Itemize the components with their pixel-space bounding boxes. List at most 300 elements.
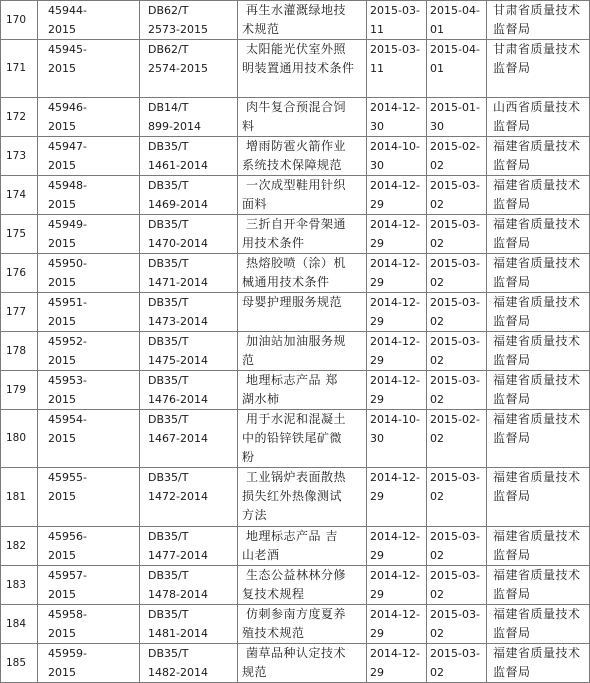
standard-name-cell xyxy=(238,605,367,644)
issuing-org-line: 福建省质量技术 xyxy=(493,256,581,270)
issuing-org-line: 监督局 xyxy=(493,626,531,640)
standard-code-cell xyxy=(140,98,238,137)
standard-code-cell xyxy=(140,605,238,644)
issuing-org-line: 监督局 xyxy=(493,275,531,289)
standard-code-line: DB35/T xyxy=(148,530,189,543)
record-id-line: 2015 xyxy=(48,354,76,367)
effective-date-line: 02 xyxy=(430,627,444,640)
publish-date-line: 2014-12- xyxy=(370,218,420,231)
effective-date-line: 02 xyxy=(430,315,444,328)
standard-name-cell xyxy=(238,215,367,254)
record-id-cell xyxy=(38,527,140,566)
effective-date-line: 2015-03- xyxy=(430,179,480,192)
issuing-org-line: 福建省质量技术 xyxy=(493,529,581,543)
standard-name-line: 增雨防雹火箭作业 xyxy=(246,139,347,153)
publish-date-cell xyxy=(367,98,427,137)
table-row xyxy=(1,1,590,40)
issuing-org-cell xyxy=(487,605,590,644)
standard-name-line: 用技术条件 xyxy=(242,236,305,250)
issuing-org-line: 甘肃省质量技术 xyxy=(493,3,581,17)
publish-date-cell xyxy=(367,332,427,371)
record-id-line: 45952- xyxy=(48,335,87,348)
effective-date-cell xyxy=(427,605,487,644)
standard-name-line: 仿刺参南方度夏养 xyxy=(246,607,347,621)
standard-code-cell xyxy=(140,215,238,254)
record-id-line: 45957- xyxy=(48,569,87,582)
effective-date-cell xyxy=(427,254,487,293)
record-id-line: 2015 xyxy=(48,237,76,250)
issuing-org-line: 福建省质量技术 xyxy=(493,334,581,348)
record-id-line: 45955- xyxy=(48,471,87,484)
effective-date-line: 02 xyxy=(430,549,444,562)
publish-date-cell xyxy=(367,410,427,468)
issuing-org-line: 甘肃省质量技术 xyxy=(493,42,581,56)
record-id-line: 45948- xyxy=(48,179,87,192)
standard-name-line: 规范 xyxy=(242,665,268,679)
effective-date-line: 02 xyxy=(430,490,444,503)
effective-date-cell xyxy=(427,410,487,468)
publish-date-line: 2014-10- xyxy=(370,140,420,153)
standard-name-cell xyxy=(238,40,367,98)
record-id-cell xyxy=(38,254,140,293)
record-id-cell xyxy=(38,468,140,527)
table-row xyxy=(1,605,590,644)
standard-name-cell xyxy=(238,527,367,566)
standard-code-cell xyxy=(140,254,238,293)
publish-date-cell xyxy=(367,215,427,254)
seq-cell: 182 xyxy=(1,527,38,566)
record-id-cell xyxy=(38,1,140,40)
effective-date-line: 2015-03- xyxy=(430,569,480,582)
publish-date-line: 29 xyxy=(370,490,384,503)
publish-date-line: 29 xyxy=(370,276,384,289)
publish-date-cell xyxy=(367,137,427,176)
standard-name-line: 明装置通用技术条件 xyxy=(242,61,355,75)
issuing-org-line: 监督局 xyxy=(493,665,531,679)
record-id-cell xyxy=(38,137,140,176)
standard-code-line: DB35/T xyxy=(148,179,189,192)
effective-date-line: 02 xyxy=(430,393,444,406)
standard-code-line: 2574-2015 xyxy=(148,62,208,75)
standard-code-line: DB35/T xyxy=(148,296,189,309)
issuing-org-line: 福建省质量技术 xyxy=(493,607,581,621)
effective-date-line: 2015-03- xyxy=(430,257,480,270)
effective-date-line: 2015-03- xyxy=(430,218,480,231)
publish-date-line: 29 xyxy=(370,549,384,562)
record-id-cell xyxy=(38,371,140,410)
standard-code-cell xyxy=(140,40,238,98)
standard-code-cell xyxy=(140,644,238,683)
issuing-org-line: 监督局 xyxy=(493,353,531,367)
seq-cell: 173 xyxy=(1,137,38,176)
publish-date-line: 2014-12- xyxy=(370,335,420,348)
effective-date-cell xyxy=(427,332,487,371)
standard-code-line: 1478-2014 xyxy=(148,588,208,601)
publish-date-line: 2014-12- xyxy=(370,530,420,543)
record-id-line: 2015 xyxy=(48,627,76,640)
standard-name-line: 山老酒 xyxy=(242,548,280,562)
issuing-org-cell xyxy=(487,176,590,215)
seq-cell: 174 xyxy=(1,176,38,215)
standard-name-cell xyxy=(238,98,367,137)
publish-date-line: 29 xyxy=(370,666,384,679)
seq-cell: 177 xyxy=(1,293,38,332)
record-id-line: 45959- xyxy=(48,647,87,660)
standard-name-line: 肉牛复合预混合饲 xyxy=(246,100,347,114)
record-id-cell xyxy=(38,605,140,644)
standard-name-line: 械通用技术条件 xyxy=(242,275,330,289)
standard-name-line: 菌草品种认定技术 xyxy=(246,646,347,660)
record-id-line: 2015 xyxy=(48,276,76,289)
standard-code-line: 1461-2014 xyxy=(148,159,208,172)
effective-date-line: 01 xyxy=(430,23,444,36)
publish-date-cell xyxy=(367,605,427,644)
effective-date-line: 02 xyxy=(430,354,444,367)
standard-name-line: 殖技术规范 xyxy=(242,626,305,640)
effective-date-line: 01 xyxy=(430,62,444,75)
record-id-line: 45946- xyxy=(48,101,87,114)
standard-name-line: 生态公益林林分修 xyxy=(246,568,347,582)
record-id-cell xyxy=(38,410,140,468)
standard-code-line: DB35/T xyxy=(148,257,189,270)
table-row xyxy=(1,137,590,176)
seq-cell: 175 xyxy=(1,215,38,254)
effective-date-line: 2015-03- xyxy=(430,335,480,348)
standard-name-line: 湖水柿 xyxy=(242,392,280,406)
effective-date-line: 2015-04- xyxy=(430,4,480,17)
publish-date-line: 29 xyxy=(370,198,384,211)
publish-date-line: 30 xyxy=(370,432,384,445)
publish-date-line: 2014-12- xyxy=(370,374,420,387)
publish-date-cell xyxy=(367,254,427,293)
standard-code-line: DB35/T xyxy=(148,218,189,231)
publish-date-line: 30 xyxy=(370,120,384,133)
publish-date-line: 11 xyxy=(370,62,384,75)
standard-name-line: 复技术规程 xyxy=(242,587,305,601)
issuing-org-cell xyxy=(487,371,590,410)
issuing-org-cell xyxy=(487,40,590,98)
publish-date-cell xyxy=(367,176,427,215)
publish-date-line: 2014-10- xyxy=(370,413,420,426)
record-id-line: 45949- xyxy=(48,218,87,231)
seq-cell: 185 xyxy=(1,644,38,683)
publish-date-line: 2014-12- xyxy=(370,569,420,582)
standard-code-line: 1470-2014 xyxy=(148,237,208,250)
issuing-org-cell xyxy=(487,468,590,527)
standard-name-line: 方法 xyxy=(242,508,268,522)
record-id-line: 2015 xyxy=(48,198,76,211)
standard-name-line: 术规范 xyxy=(242,22,280,36)
effective-date-line: 2015-03- xyxy=(430,296,480,309)
issuing-org-line: 监督局 xyxy=(493,431,531,445)
publish-date-line: 2014-12- xyxy=(370,179,420,192)
standard-code-cell xyxy=(140,293,238,332)
standard-code-cell xyxy=(140,371,238,410)
issuing-org-cell xyxy=(487,98,590,137)
effective-date-line: 02 xyxy=(430,159,444,172)
issuing-org-cell xyxy=(487,644,590,683)
standard-code-cell xyxy=(140,566,238,605)
standard-code-line: 1473-2014 xyxy=(148,315,208,328)
record-id-line: 2015 xyxy=(48,62,76,75)
standard-name-line: 加油站加油服务规 xyxy=(246,334,347,348)
standard-name-line: 地理标志产品 吉 xyxy=(246,529,338,543)
issuing-org-line: 监督局 xyxy=(493,236,531,250)
standard-code-cell xyxy=(140,410,238,468)
standard-name-cell xyxy=(238,1,367,40)
standard-name-cell xyxy=(238,254,367,293)
publish-date-line: 2015-03- xyxy=(370,4,420,17)
standard-code-line: 1471-2014 xyxy=(148,276,208,289)
effective-date-cell xyxy=(427,566,487,605)
publish-date-cell xyxy=(367,566,427,605)
standard-code-line: DB62/T xyxy=(148,4,189,17)
effective-date-cell xyxy=(427,468,487,527)
publish-date-cell xyxy=(367,644,427,683)
record-id-line: 45954- xyxy=(48,413,87,426)
effective-date-cell xyxy=(427,527,487,566)
issuing-org-line: 福建省质量技术 xyxy=(493,412,581,426)
record-id-line: 2015 xyxy=(48,393,76,406)
issuing-org-cell xyxy=(487,527,590,566)
publish-date-line: 29 xyxy=(370,237,384,250)
standard-code-cell xyxy=(140,332,238,371)
issuing-org-cell xyxy=(487,215,590,254)
effective-date-line: 02 xyxy=(430,198,444,211)
table-row xyxy=(1,40,590,98)
record-id-line: 45951- xyxy=(48,296,87,309)
table-row xyxy=(1,644,590,683)
record-id-line: 45956- xyxy=(48,530,87,543)
table-row xyxy=(1,254,590,293)
standard-name-cell xyxy=(238,332,367,371)
standard-name-line: 三折自开伞骨架通 xyxy=(246,217,347,231)
seq-cell: 178 xyxy=(1,332,38,371)
publish-date-cell xyxy=(367,293,427,332)
publish-date-cell xyxy=(367,40,427,98)
effective-date-line: 02 xyxy=(430,432,444,445)
issuing-org-line: 监督局 xyxy=(493,119,531,133)
standard-name-line: 范 xyxy=(242,353,255,367)
issuing-org-line: 福建省质量技术 xyxy=(493,646,581,660)
record-id-cell xyxy=(38,176,140,215)
record-id-line: 2015 xyxy=(48,588,76,601)
standard-code-line: 1469-2014 xyxy=(148,198,208,211)
standard-name-line: 太阳能光伏室外照 xyxy=(246,42,347,56)
record-id-line: 45958- xyxy=(48,608,87,621)
standard-code-line: DB35/T xyxy=(148,140,189,153)
standard-code-line: DB35/T xyxy=(148,413,189,426)
issuing-org-cell xyxy=(487,293,590,332)
effective-date-cell xyxy=(427,40,487,98)
publish-date-cell xyxy=(367,1,427,40)
effective-date-cell xyxy=(427,293,487,332)
table-row xyxy=(1,371,590,410)
issuing-org-line: 福建省质量技术 xyxy=(493,295,581,309)
table-row xyxy=(1,410,590,468)
standard-code-line: DB35/T xyxy=(148,471,189,484)
publish-date-line: 2014-12- xyxy=(370,647,420,660)
record-id-cell xyxy=(38,293,140,332)
standard-name-line: 料 xyxy=(242,119,255,133)
effective-date-cell xyxy=(427,215,487,254)
publish-date-cell xyxy=(367,468,427,527)
standard-code-line: 2573-2015 xyxy=(148,23,208,36)
standard-code-line: DB35/T xyxy=(148,647,189,660)
record-id-line: 2015 xyxy=(48,432,76,445)
standard-code-line: DB35/T xyxy=(148,335,189,348)
standard-name-cell xyxy=(238,293,367,332)
table-row xyxy=(1,566,590,605)
standard-name-line: 面料 xyxy=(242,197,268,211)
publish-date-cell xyxy=(367,527,427,566)
seq-cell: 176 xyxy=(1,254,38,293)
issuing-org-line: 福建省质量技术 xyxy=(493,568,581,582)
table-row xyxy=(1,215,590,254)
publish-date-line: 29 xyxy=(370,354,384,367)
record-id-cell xyxy=(38,215,140,254)
standard-code-line: DB14/T xyxy=(148,101,189,114)
standard-code-line: 1476-2014 xyxy=(148,393,208,406)
effective-date-line: 2015-03- xyxy=(430,647,480,660)
effective-date-line: 2015-02- xyxy=(430,140,480,153)
table-row xyxy=(1,176,590,215)
standard-name-line: 一次成型鞋用针织 xyxy=(246,178,347,192)
record-id-line: 45945- xyxy=(48,43,87,56)
record-id-line: 2015 xyxy=(48,666,76,679)
standard-code-cell xyxy=(140,176,238,215)
issuing-org-cell xyxy=(487,1,590,40)
issuing-org-line: 监督局 xyxy=(493,489,531,503)
issuing-org-line: 监督局 xyxy=(493,158,531,172)
publish-date-line: 11 xyxy=(370,23,384,36)
issuing-org-line: 山西省质量技术 xyxy=(493,100,581,114)
publish-date-line: 29 xyxy=(370,315,384,328)
publish-date-line: 2014-12- xyxy=(370,471,420,484)
standard-name-line: 再生水灌溉绿地技 xyxy=(246,3,347,17)
record-id-line: 2015 xyxy=(48,23,76,36)
effective-date-line: 2015-03- xyxy=(430,530,480,543)
issuing-org-line: 福建省质量技术 xyxy=(493,470,581,484)
issuing-org-line: 监督局 xyxy=(493,22,531,36)
standard-name-line: 热熔胶喷（涂）机 xyxy=(246,256,347,270)
seq-cell: 172 xyxy=(1,98,38,137)
publish-date-line: 2014-12- xyxy=(370,257,420,270)
issuing-org-line: 福建省质量技术 xyxy=(493,139,581,153)
record-id-cell xyxy=(38,40,140,98)
record-id-line: 2015 xyxy=(48,120,76,133)
record-id-line: 45944- xyxy=(48,4,87,17)
table-row xyxy=(1,332,590,371)
standard-code-line: 1482-2014 xyxy=(148,666,208,679)
effective-date-cell xyxy=(427,137,487,176)
issuing-org-line: 福建省质量技术 xyxy=(493,178,581,192)
effective-date-line: 2015-01- xyxy=(430,101,480,114)
standard-name-cell xyxy=(238,176,367,215)
publish-date-line: 30 xyxy=(370,159,384,172)
record-id-cell xyxy=(38,644,140,683)
table-row xyxy=(1,98,590,137)
publish-date-cell xyxy=(367,371,427,410)
issuing-org-line: 监督局 xyxy=(493,61,531,75)
standard-name-line: 系统技术保障规范 xyxy=(242,158,343,172)
table-row xyxy=(1,468,590,527)
effective-date-line: 02 xyxy=(430,237,444,250)
standard-code-line: DB35/T xyxy=(148,374,189,387)
effective-date-cell xyxy=(427,98,487,137)
standard-name-cell xyxy=(238,410,367,468)
issuing-org-line: 监督局 xyxy=(493,197,531,211)
effective-date-line: 2015-03- xyxy=(430,608,480,621)
effective-date-cell xyxy=(427,644,487,683)
effective-date-cell xyxy=(427,176,487,215)
standard-code-line: 1481-2014 xyxy=(148,627,208,640)
standard-name-line: 地理标志产品 郑 xyxy=(246,373,338,387)
standard-name-cell xyxy=(238,644,367,683)
issuing-org-line: 福建省质量技术 xyxy=(493,217,581,231)
standard-code-line: 1477-2014 xyxy=(148,549,208,562)
effective-date-line: 02 xyxy=(430,276,444,289)
effective-date-line: 2015-03- xyxy=(430,471,480,484)
issuing-org-line: 监督局 xyxy=(493,314,531,328)
standard-name-line: 中的铅锌铁尾矿微 xyxy=(242,431,343,445)
issuing-org-cell xyxy=(487,410,590,468)
seq-cell: 171 xyxy=(1,40,38,98)
standard-code-line: 1475-2014 xyxy=(148,354,208,367)
effective-date-line: 2015-03- xyxy=(430,374,480,387)
standard-code-cell xyxy=(140,137,238,176)
seq-cell: 170 xyxy=(1,1,38,40)
effective-date-cell xyxy=(427,1,487,40)
effective-date-line: 02 xyxy=(430,666,444,679)
publish-date-line: 2014-12- xyxy=(370,296,420,309)
publish-date-line: 29 xyxy=(370,588,384,601)
issuing-org-cell xyxy=(487,566,590,605)
standard-name-cell xyxy=(238,468,367,527)
publish-date-line: 2014-12- xyxy=(370,101,420,114)
standard-code-line: 899-2014 xyxy=(148,120,201,133)
record-id-line: 45950- xyxy=(48,257,87,270)
standard-code-line: DB35/T xyxy=(148,569,189,582)
record-id-line: 45947- xyxy=(48,140,87,153)
issuing-org-cell xyxy=(487,332,590,371)
issuing-org-cell xyxy=(487,137,590,176)
standard-code-line: 1472-2014 xyxy=(148,490,208,503)
publish-date-line: 2014-12- xyxy=(370,608,420,621)
effective-date-cell xyxy=(427,371,487,410)
effective-date-line: 2015-02- xyxy=(430,413,480,426)
standard-name-line: 损失红外热像测试 xyxy=(242,489,343,503)
standard-code-cell xyxy=(140,527,238,566)
issuing-org-line: 福建省质量技术 xyxy=(493,373,581,387)
standard-name-line: 母婴护理服务规范 xyxy=(242,295,343,309)
standard-name-cell xyxy=(238,137,367,176)
publish-date-line: 29 xyxy=(370,393,384,406)
record-id-cell xyxy=(38,566,140,605)
standard-name-cell xyxy=(238,566,367,605)
standard-code-line: DB35/T xyxy=(148,608,189,621)
publish-date-line: 29 xyxy=(370,627,384,640)
seq-cell: 181 xyxy=(1,468,38,527)
record-id-line: 2015 xyxy=(48,315,76,328)
standard-code-cell xyxy=(140,468,238,527)
effective-date-line: 30 xyxy=(430,120,444,133)
record-id-cell xyxy=(38,332,140,371)
standard-name-line: 粉 xyxy=(242,450,255,464)
standard-name-line: 工业锅炉表面散热 xyxy=(246,470,347,484)
record-id-line: 2015 xyxy=(48,490,76,503)
record-id-line: 45953- xyxy=(48,374,87,387)
